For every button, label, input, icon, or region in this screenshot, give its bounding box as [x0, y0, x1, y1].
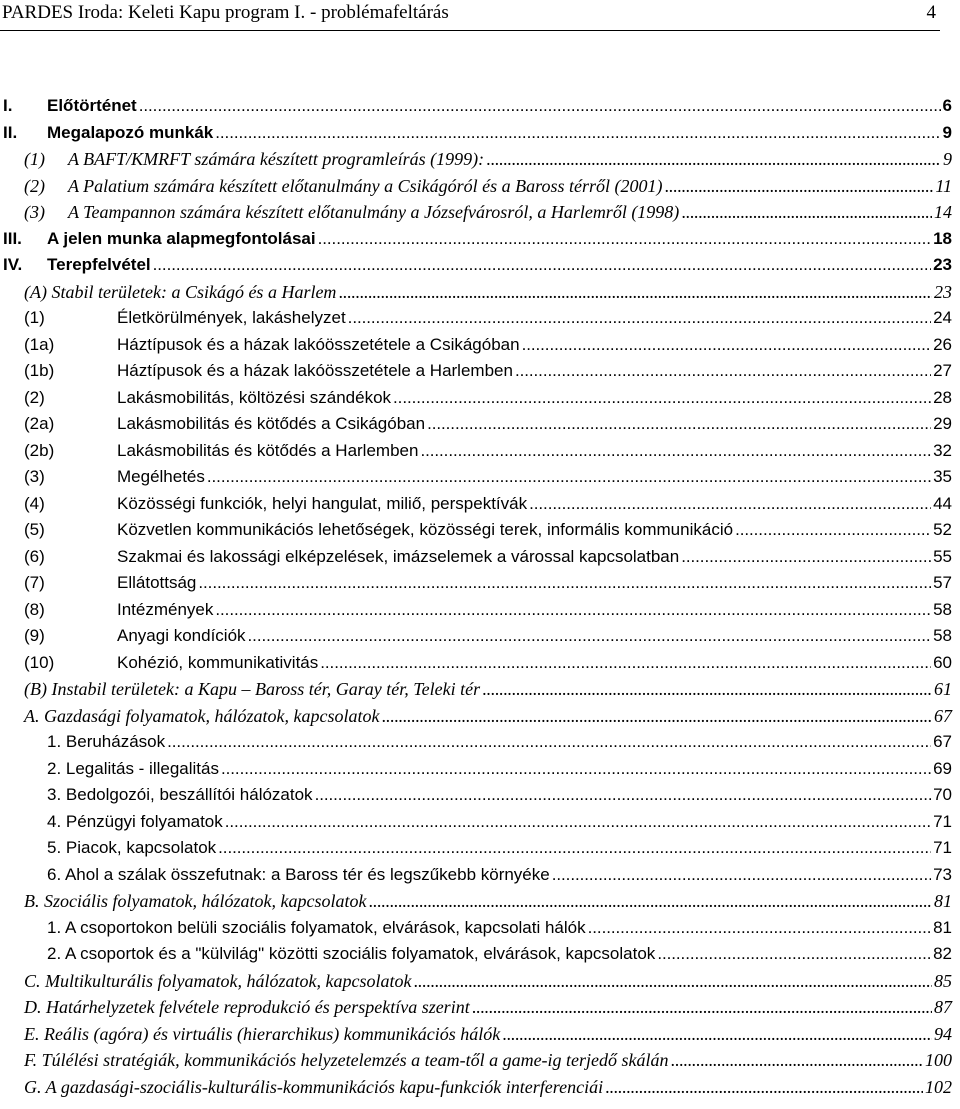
toc-entry-page-number: 18 [933, 228, 952, 248]
toc-entry[interactable] [0, 411, 960, 437]
dot-leader [413, 968, 932, 994]
dot-leader [420, 438, 931, 464]
document-title: PARDES Iroda: Keleti Kapu program I. - problémafeltárás [2, 2, 449, 23]
toc-entry-title: Szakmai és lakossági elképzelések, imázselemek a várossal kapcsolatban [117, 546, 680, 566]
toc-entry[interactable] [0, 941, 960, 967]
dot-leader [482, 676, 932, 702]
toc-entry-title: Lakásmobilitás, költözési szándékok [117, 387, 392, 407]
toc-entry[interactable] [0, 915, 960, 941]
toc-entry-number: (2b) [24, 440, 55, 460]
toc-entry-title: 3. Bedolgozói, beszállítói hálózatok [47, 785, 313, 804]
toc-entry-page-number: 9 [943, 149, 952, 169]
toc-entry-page-number: 23 [934, 281, 952, 302]
dot-leader [198, 570, 931, 596]
toc-entry-page-number: 27 [933, 361, 952, 380]
toc-entry-number: (10) [24, 652, 55, 672]
toc-entry-number: (3) [24, 467, 45, 486]
toc-entry-page-number: 29 [933, 414, 952, 433]
toc-entry-number: (9) [24, 626, 45, 645]
toc-entry[interactable] [0, 968, 960, 994]
toc-entry-page-number: 6 [942, 96, 952, 115]
dot-leader [664, 173, 933, 199]
toc-entry-title: Lakásmobilitás és kötődés a Harlemben [117, 440, 419, 460]
toc-entry-number: (8) [24, 599, 45, 619]
toc-entry-page-number: 71 [933, 811, 952, 831]
toc-entry[interactable] [0, 994, 960, 1020]
dot-leader [318, 226, 931, 252]
dot-leader [681, 544, 931, 570]
toc-entry-title: Terepfelvétel [47, 255, 151, 274]
toc-entry[interactable] [0, 199, 960, 225]
dot-leader [338, 279, 932, 305]
toc-entry-title: C. Multikulturális folyamatok, hálózatok, kapcsolatok [24, 970, 412, 991]
toc-entry[interactable] [0, 650, 960, 676]
toc-entry-page-number: 9 [942, 122, 952, 142]
toc-entry-page-number: 58 [933, 599, 952, 619]
dot-leader [348, 305, 931, 331]
toc-entry-page-number: 60 [933, 652, 952, 672]
toc-entry[interactable] [0, 464, 960, 490]
toc-entry-page-number: 70 [933, 785, 952, 804]
toc-entry-number: (4) [24, 493, 45, 513]
toc-entry-page-number: 73 [933, 864, 952, 884]
toc-entry-title: E. Reális (agóra) és virtuális (hierarchikus) kommunikációs hálók [24, 1023, 501, 1044]
toc-entry-page-number: 67 [934, 705, 952, 726]
page-number: 4 [926, 2, 936, 23]
toc-entry-title: A Palatium számára készített előtanulmány a Csikágóról és a Baross térről (2001) [68, 175, 663, 196]
toc-entry[interactable] [0, 835, 960, 861]
toc-entry-page-number: 82 [933, 944, 952, 963]
dot-leader [515, 358, 931, 384]
toc-entry-page-number: 71 [933, 838, 952, 857]
toc-entry-title: (B) Instabil területek: a Kapu – Baross tér, Garay tér, Teleki tér [24, 679, 481, 699]
dot-leader [215, 120, 940, 146]
toc-entry-number: I. [3, 96, 13, 115]
dot-leader [427, 411, 931, 437]
toc-entry-number: IV. [3, 255, 23, 274]
dot-leader [207, 464, 931, 490]
toc-entry-number: II. [3, 122, 18, 142]
toc-entry-page-number: 102 [925, 1076, 952, 1097]
dot-leader [153, 252, 931, 278]
toc-entry-title: Háztípusok és a házak lakóösszetétele a Csikágóban [117, 334, 520, 354]
dot-leader [657, 941, 931, 967]
toc-entry[interactable] [0, 703, 960, 729]
toc-entry-title: Anyagi kondíciók [117, 626, 246, 645]
toc-entry[interactable] [0, 570, 960, 596]
dot-leader [221, 756, 931, 782]
dot-leader [522, 332, 932, 358]
toc-entry-number: (6) [24, 546, 45, 566]
toc-entry-title: Ellátottság [117, 573, 197, 592]
toc-entry[interactable] [0, 438, 960, 464]
toc-entry[interactable] [0, 305, 960, 331]
toc-entry-page-number: 85 [934, 970, 952, 991]
toc-entry[interactable] [0, 862, 960, 888]
dot-leader [368, 888, 932, 914]
toc-entry-page-number: 94 [934, 1023, 952, 1044]
toc-entry-number: (1) [24, 149, 45, 169]
toc-entry-title: A jelen munka alapmegfontolásai [47, 228, 316, 248]
page-header [2, 2, 936, 28]
toc-entry-title: D. Határhelyzetek felvétele reprodukció és perspektíva szerint [24, 997, 470, 1017]
dot-leader [502, 1021, 932, 1047]
toc-entry-title: A Teampannon számára készített előtanulmány a Józsefvárosról, a Harlemről (1998) [68, 202, 680, 222]
toc-entry[interactable] [0, 1074, 960, 1100]
toc-entry-page-number: 44 [933, 493, 952, 513]
toc-entry-number: (2) [24, 387, 45, 407]
toc-entry-number: (1b) [24, 361, 55, 380]
dot-leader [381, 703, 932, 729]
dot-leader [215, 597, 931, 623]
toc-entry[interactable] [0, 623, 960, 649]
toc-entry[interactable] [0, 782, 960, 808]
dot-leader [167, 729, 931, 755]
toc-entry-title: A. Gazdasági folyamatok, hálózatok, kapcsolatok [24, 705, 380, 726]
toc-entry-title: (A) Stabil területek: a Csikágó és a Harlem [24, 281, 337, 302]
dot-leader [320, 650, 931, 676]
toc-entry-title: Előtörténet [47, 96, 137, 115]
dot-leader [552, 862, 931, 888]
toc-entry[interactable] [0, 279, 960, 305]
toc-entry[interactable] [0, 93, 960, 119]
toc-entry-number: (1) [24, 308, 45, 327]
toc-entry[interactable] [0, 676, 960, 702]
dot-leader [588, 915, 931, 941]
toc-entry-title: 1. Beruházások [47, 732, 166, 751]
toc-entry[interactable] [0, 358, 960, 384]
toc-entry-page-number: 23 [933, 255, 952, 274]
dot-leader [315, 782, 932, 808]
toc-entry-page-number: 52 [933, 520, 952, 539]
toc-entry[interactable] [0, 809, 960, 835]
dot-leader [225, 809, 931, 835]
toc-entry-title: Háztípusok és a házak lakóösszetétele a Harlemben [117, 361, 513, 380]
toc-entry[interactable] [0, 332, 960, 358]
toc-entry[interactable] [0, 226, 960, 252]
toc-entry-number: (1a) [24, 334, 55, 354]
dot-leader [248, 623, 932, 649]
toc-entry-page-number: 24 [933, 308, 952, 327]
dot-leader [735, 517, 931, 543]
toc-entry-title: G. A gazdasági-szociális-kulturális-kommunikációs kapu-funkciók interferenciái [24, 1076, 604, 1097]
dot-leader [671, 1047, 923, 1073]
toc-entry[interactable] [0, 888, 960, 914]
toc-entry-number: (2a) [24, 414, 55, 433]
toc-entry-page-number: 61 [934, 679, 952, 699]
toc-entry-page-number: 81 [934, 891, 952, 911]
toc-entry-page-number: 35 [933, 467, 952, 486]
toc-entry-title: Közösségi funkciók, helyi hangulat, miliő, perspektívák [117, 493, 528, 513]
toc-entry-title: A BAFT/KMRFT számára készített programleírás (1999): [68, 149, 485, 169]
toc-entry-number: (7) [24, 573, 45, 592]
toc-entry-title: 2. A csoportok és a "külvilág" közötti szociális folyamatok, elvárások, kapcsolatok [47, 944, 656, 963]
toc-entry[interactable] [0, 597, 960, 623]
toc-entry-title: Életkörülmények, lakáshelyzet [117, 308, 346, 327]
toc-entry-page-number: 32 [933, 440, 952, 460]
toc-entry-number: (2) [24, 175, 45, 196]
toc-entry[interactable] [0, 756, 960, 782]
dot-leader [393, 385, 931, 411]
toc-entry-title: Megélhetés [117, 467, 205, 486]
toc-entry-title: Intézmények [117, 599, 214, 619]
toc-entry[interactable] [0, 120, 960, 146]
toc-entry-page-number: 26 [933, 334, 952, 354]
dot-leader [486, 146, 941, 172]
toc-entry-title: 4. Pénzügyi folyamatok [47, 811, 223, 831]
toc-entry-title: Kohézió, kommunikativitás [117, 652, 319, 672]
toc-entry-number: III. [3, 228, 22, 248]
dot-leader [218, 835, 931, 861]
toc-entry-page-number: 28 [933, 387, 952, 407]
toc-entry[interactable] [0, 544, 960, 570]
dot-leader [605, 1074, 923, 1100]
toc-entry-page-number: 55 [933, 546, 952, 566]
dot-leader [139, 93, 941, 119]
toc-entry-page-number: 69 [933, 758, 952, 778]
toc-entry[interactable] [0, 146, 960, 172]
dot-leader [529, 491, 931, 517]
toc-entry-page-number: 81 [933, 917, 952, 937]
toc-entry[interactable] [0, 491, 960, 517]
toc-entry-title: F. Túlélési stratégiák, kommunikációs helyzetelemzés a team-től a game-ig terjedő skálán [24, 1050, 669, 1070]
toc-entry[interactable] [0, 173, 960, 199]
header-divider [0, 30, 940, 31]
toc-entry-page-number: 14 [934, 202, 952, 222]
toc-entry-page-number: 100 [925, 1050, 952, 1070]
toc-entry-title: Közvetlen kommunikációs lehetőségek, közösségi terek, informális kommunikáció [117, 520, 734, 539]
toc-entry[interactable] [0, 252, 960, 278]
toc-entry-page-number: 67 [933, 732, 952, 751]
toc-entry-title: B. Szociális folyamatok, hálózatok, kapcsolatok [24, 891, 367, 911]
toc-entry-page-number: 87 [934, 997, 952, 1017]
toc-entry-title: Megalapozó munkák [47, 122, 214, 142]
toc-entry-title: 2. Legalitás - illegalitás [47, 758, 219, 778]
toc-entry-title: 5. Piacok, kapcsolatok [47, 838, 217, 857]
dot-leader [472, 994, 932, 1020]
toc-entry[interactable] [0, 1047, 960, 1073]
toc-entry[interactable] [0, 1021, 960, 1047]
toc-entry-title: Lakásmobilitás és kötődés a Csikágóban [117, 414, 426, 433]
toc-entry[interactable] [0, 385, 960, 411]
toc-entry-title: 6. Ahol a szálak összefutnak: a Baross tér és legszűkebb környéke [47, 864, 550, 884]
dot-leader [681, 199, 932, 225]
toc-entry-page-number: 11 [935, 175, 952, 196]
toc-entry-title: 1. A csoportokon belüli szociális folyamatok, elvárások, kapcsolati hálók [47, 917, 586, 937]
toc-entry-number: (3) [24, 202, 45, 222]
toc-entry-number: (5) [24, 520, 45, 539]
toc-entry-page-number: 58 [933, 626, 952, 645]
toc-entry[interactable] [0, 729, 960, 755]
toc-entry-page-number: 57 [933, 573, 952, 592]
toc-entry[interactable] [0, 517, 960, 543]
